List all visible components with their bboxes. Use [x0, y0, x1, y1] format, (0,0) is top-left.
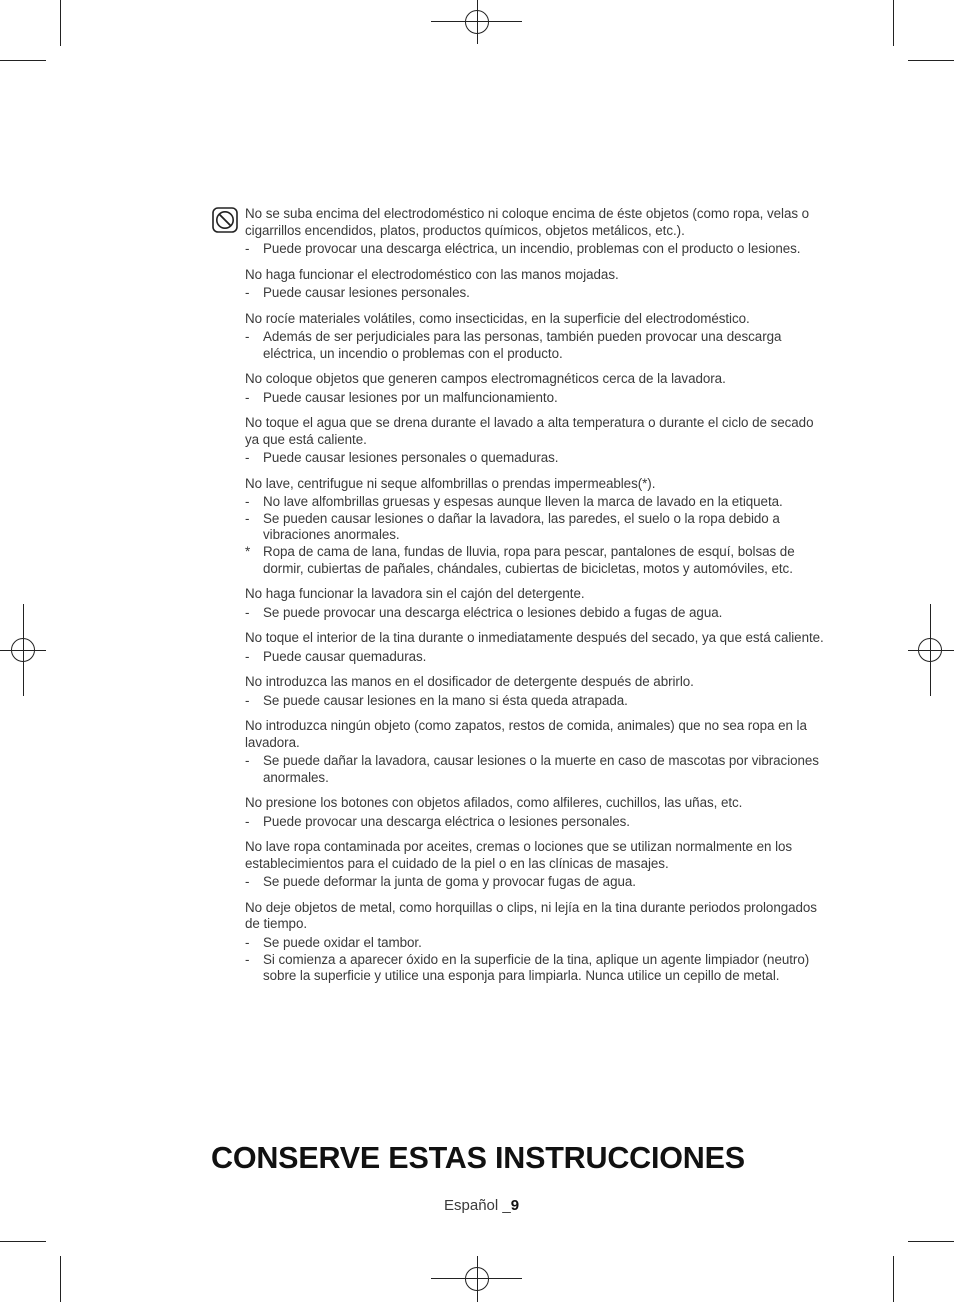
- list-marker: -: [245, 494, 250, 510]
- list-marker: -: [245, 604, 250, 620]
- detail-text: Puede provocar una descarga eléctrica, un incendio, problemas con el producto o lesiones.: [263, 241, 801, 257]
- instruction-detail: [245, 605, 827, 622]
- detail-text: Además de ser perjudiciales para las personas, también pueden provocar una descarga eléctrica, un incendio o problemas con el producto.: [263, 329, 782, 361]
- crop-mark: [893, 1256, 894, 1302]
- list-marker: -: [245, 241, 250, 257]
- page-number: 9: [510, 1197, 520, 1214]
- page-number-label: [444, 1197, 519, 1214]
- detail-text: Se puede oxidar el tambor.: [263, 934, 422, 950]
- instruction-detail: [245, 450, 827, 467]
- instruction-item: [245, 674, 827, 709]
- instruction-heading: No introduzca ningún objeto (como zapatos, restos de comida, animales) que no sea ropa en la lavadora.: [245, 718, 807, 750]
- instruction-item: [245, 839, 827, 891]
- instruction-detail: [245, 511, 827, 544]
- list-marker: -: [245, 389, 250, 405]
- instruction-item: [245, 630, 827, 665]
- list-marker: -: [245, 285, 250, 301]
- detail-text: Se puede deformar la junta de goma y provocar fugas de agua.: [263, 874, 636, 890]
- instruction-detail: [245, 935, 827, 952]
- list-marker: -: [245, 813, 250, 829]
- list-marker: -: [245, 951, 250, 967]
- list-marker: -: [245, 692, 250, 708]
- instruction-item: [245, 795, 827, 830]
- detail-text: Puede provocar una descarga eléctrica o lesiones personales.: [263, 813, 630, 829]
- instruction-detail: [245, 329, 827, 362]
- detail-text: Puede causar lesiones por un malfuncionamiento.: [263, 389, 558, 405]
- detail-text: Puede causar lesiones personales.: [263, 285, 470, 301]
- instruction-detail: [245, 649, 827, 666]
- detail-text: No lave alfombrillas gruesas y espesas aunque lleven la marca de lavado en la etiqueta.: [263, 494, 783, 510]
- crop-mark: [60, 1256, 61, 1302]
- page-language: Español _: [444, 1197, 511, 1214]
- crop-mark: [908, 60, 954, 61]
- list-marker: -: [245, 874, 250, 890]
- instruction-detail: [245, 494, 827, 511]
- instruction-detail: [245, 241, 827, 258]
- instruction-item: [245, 206, 827, 258]
- detail-text: Se pueden causar lesiones o dañar la lavadora, las paredes, el suelo o la ropa debido a vibraciones anormales.: [263, 510, 780, 543]
- instruction-item: [245, 718, 827, 786]
- instruction-heading: No rocíe materiales volátiles, como insecticidas, en la superficie del electrodoméstico.: [245, 310, 750, 326]
- instruction-detail: [245, 814, 827, 831]
- instruction-item: [245, 476, 827, 578]
- instruction-heading: No lave ropa contaminada por aceites, cremas o lociones que se utilizan normalmente en los establecimientos para el cuidado de la piel o en las clínicas de masajes.: [245, 839, 793, 871]
- detail-text: Se puede provocar una descarga eléctrica o lesiones debido a fugas de agua.: [263, 604, 723, 620]
- list-marker: -: [245, 450, 250, 466]
- instruction-item: [245, 415, 827, 467]
- instruction-item: [245, 586, 827, 621]
- instruction-heading: No haga funcionar el electrodoméstico con las manos mojadas.: [245, 266, 619, 282]
- safety-instructions-list: [245, 206, 827, 994]
- instruction-item: [245, 267, 827, 302]
- instruction-detail: [245, 874, 827, 891]
- instruction-detail: [245, 753, 827, 786]
- instruction-heading: No toque el interior de la tina durante o inmediatamente después del secado, ya que está caliente.: [245, 630, 824, 646]
- detail-text: Si comienza a aparecer óxido en la superficie de la tina, aplique un agente limpiador (neutro) sobre la superficie y utilice una esponja para limpiarla. Nunca utilice un cepillo de metal.: [263, 951, 810, 984]
- crop-mark: [893, 0, 894, 46]
- instruction-item: [245, 311, 827, 363]
- list-marker: -: [245, 510, 250, 526]
- instruction-heading: No presione los botones con objetos afilados, como alfileres, cuchillos, las uñas, etc.: [245, 795, 743, 811]
- crop-mark: [908, 1241, 954, 1242]
- list-marker: -: [245, 648, 250, 664]
- list-marker: *: [245, 544, 251, 560]
- list-marker: -: [245, 934, 250, 950]
- instruction-heading: No toque el agua que se drena durante el lavado a alta temperatura o durante el ciclo de secado ya que está caliente.: [245, 415, 814, 447]
- crop-mark: [0, 60, 46, 61]
- instruction-heading: No deje objetos de metal, como horquillas o clips, ni lejía en la tina durante periodos prolongados de tiempo.: [245, 899, 817, 932]
- instruction-detail: [245, 544, 827, 577]
- instruction-detail: [245, 285, 827, 302]
- instruction-heading: No haga funcionar la lavadora sin el cajón del detergente.: [245, 586, 585, 602]
- crop-mark: [60, 0, 61, 46]
- instruction-detail: [245, 390, 827, 407]
- instruction-heading: No coloque objetos que generen campos electromagnéticos cerca de la lavadora.: [245, 371, 726, 387]
- crop-mark: [0, 1241, 46, 1242]
- instruction-heading: No introduzca las manos en el dosificador de detergente después de abrirlo.: [245, 674, 694, 690]
- detail-text: Puede causar quemaduras.: [263, 648, 427, 664]
- detail-text: Ropa de cama de lana, fundas de lluvia, ropa para pescar, pantalones de esquí, bolsas de dormir, cubiertas de pañales, chándales, cubiertas de bicicletas, motos y automóviles, etc.: [263, 544, 795, 576]
- detail-text: Se puede causar lesiones en la mano si ésta queda atrapada.: [263, 692, 628, 708]
- detail-text: Puede causar lesiones personales o quemaduras.: [263, 450, 559, 466]
- detail-text: Se puede dañar la lavadora, causar lesiones o la muerte en caso de mascotas por vibraciones anormales.: [263, 753, 819, 785]
- list-marker: -: [245, 753, 250, 769]
- instruction-detail: [245, 952, 827, 985]
- instruction-detail: [245, 693, 827, 710]
- instruction-item: [245, 371, 827, 406]
- no-prohibition-icon: [212, 207, 238, 233]
- instruction-heading: No lave, centrifugue ni seque alfombrillas o prendas impermeables(*).: [245, 475, 656, 491]
- footer-title: CONSERVE ESTAS INSTRUCCIONES: [211, 1141, 745, 1175]
- instruction-heading: No se suba encima del electrodoméstico ni coloque encima de éste objetos (como ropa, velas o cigarrillos encendidos, platos, productos químicos, objetos metálicos, etc.).: [245, 206, 810, 238]
- list-marker: -: [245, 329, 250, 345]
- instruction-item: [245, 900, 827, 985]
